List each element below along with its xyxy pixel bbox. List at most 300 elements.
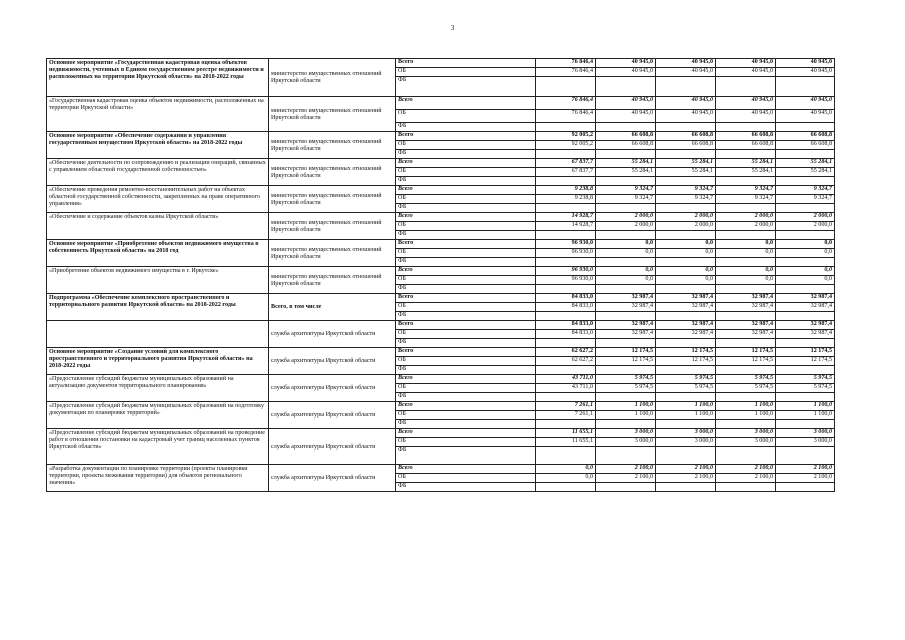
budget-table [46,58,835,492]
funding-source: Всего [396,375,536,384]
table-row [47,321,835,330]
value-cell: 3 000,0 [716,438,776,447]
value-cell [656,123,716,132]
funding-source: ФБ [396,312,536,321]
value-cell: 5 974,5 [716,384,776,393]
funding-source: ФБ [396,150,536,159]
value-cell: 32 987,4 [776,330,835,339]
value-cell: 66 608,8 [776,141,835,150]
funding-source: ОБ [396,357,536,366]
value-cell: 5 974,5 [596,384,656,393]
activity-name [47,321,269,348]
value-cell: 11 655,1 [536,429,596,438]
value-cell: 0,0 [776,276,835,285]
value-cell [596,312,656,321]
value-cell: 84 833,0 [536,330,596,339]
value-cell: 2 100,0 [656,474,716,483]
funding-source: ОБ [396,276,536,285]
value-cell: 3 000,0 [596,438,656,447]
value-cell: 96 930,0 [536,249,596,258]
funding-source: ОБ [396,141,536,150]
funding-source: ОБ [396,438,536,447]
funding-source: Всего [396,97,536,110]
funding-source: ОБ [396,110,536,123]
funding-source: ФБ [396,366,536,375]
value-cell [776,231,835,240]
table-body [47,59,835,492]
value-cell: 2 000,0 [716,222,776,231]
value-cell: 32 987,4 [776,294,835,303]
value-cell: 5 974,5 [776,375,835,384]
value-cell: 32 987,4 [656,294,716,303]
value-cell: 96 930,0 [536,240,596,249]
value-cell [536,285,596,294]
funding-source: Всего [396,402,536,411]
executor: служба архитектуры Иркутской области [269,321,396,348]
value-cell [596,123,656,132]
value-cell [716,366,776,375]
value-cell: 66 608,8 [716,141,776,150]
value-cell [656,366,716,375]
executor: министерство имущественных отношений Иркутской области [269,132,396,159]
value-cell: 66 608,8 [776,132,835,141]
value-cell: 1 100,0 [596,402,656,411]
value-cell: 1 100,0 [716,411,776,420]
value-cell: 32 987,4 [656,303,716,312]
value-cell [776,420,835,429]
value-cell [776,366,835,375]
value-cell: 2 000,0 [776,222,835,231]
value-cell: 0,0 [776,240,835,249]
value-cell: 3 000,0 [656,438,716,447]
value-cell: 0,0 [596,249,656,258]
value-cell: 0,0 [596,267,656,276]
value-cell [536,123,596,132]
value-cell [716,420,776,429]
value-cell: 55 284,1 [716,159,776,168]
value-cell: 32 987,4 [596,330,656,339]
funding-source: ФБ [396,231,536,240]
activity-name: «Обеспечение и содержание объектов казны Иркутской области» [47,213,269,240]
table-row [47,240,835,249]
value-cell [536,393,596,402]
value-cell: 5 974,5 [776,384,835,393]
value-cell: 66 608,8 [656,132,716,141]
executor: министерство имущественных отношений Иркутской области [269,59,396,97]
value-cell: 55 284,1 [656,168,716,177]
value-cell: 2 000,0 [776,213,835,222]
value-cell [716,447,776,465]
value-cell: 40 945,0 [776,68,835,77]
value-cell [776,77,835,97]
value-cell: 12 174,5 [596,348,656,357]
value-cell: 12 174,5 [656,348,716,357]
value-cell: 9 238,8 [536,186,596,195]
funding-source: ОБ [396,411,536,420]
value-cell [716,393,776,402]
value-cell: 14 928,7 [536,222,596,231]
value-cell: 5 974,5 [716,375,776,384]
value-cell: 0,0 [776,249,835,258]
funding-source: ФБ [396,483,536,492]
table-row [47,294,835,303]
table-row [47,348,835,357]
value-cell: 32 987,4 [776,321,835,330]
table-row [47,186,835,195]
value-cell [536,339,596,348]
value-cell [656,177,716,186]
value-cell: 2 100,0 [596,465,656,474]
value-cell: 84 833,0 [536,294,596,303]
value-cell: 40 945,0 [596,68,656,77]
executor: служба архитектуры Иркутской области [269,429,396,465]
value-cell [656,285,716,294]
value-cell [656,231,716,240]
funding-source: Всего [396,267,536,276]
value-cell: 3 000,0 [596,429,656,438]
table-row [47,213,835,222]
value-cell: 1 100,0 [776,402,835,411]
value-cell [596,177,656,186]
activity-name: «Предоставление субсидий бюджетам муниципальных образований на подготовку документации по планировке территорий» [47,402,269,429]
funding-source: ОБ [396,195,536,204]
value-cell [716,231,776,240]
executor: министерство имущественных отношений Иркутской области [269,240,396,267]
value-cell: 43 711,0 [536,375,596,384]
value-cell [656,447,716,465]
value-cell: 40 945,0 [776,97,835,110]
value-cell: 9 324,7 [596,195,656,204]
value-cell: 0,0 [596,240,656,249]
value-cell [776,177,835,186]
value-cell [536,258,596,267]
value-cell: 55 284,1 [716,168,776,177]
value-cell: 3 000,0 [776,438,835,447]
value-cell: 96 930,0 [536,267,596,276]
value-cell [656,258,716,267]
value-cell: 32 987,4 [776,303,835,312]
funding-source: ФБ [396,420,536,429]
activity-name: «Государственная кадастровая оценка объектов недвижимости, расположенных на территории Иркутской области» [47,97,269,132]
value-cell [776,339,835,348]
value-cell: 32 987,4 [596,294,656,303]
value-cell [776,447,835,465]
value-cell: 40 945,0 [656,68,716,77]
value-cell: 92 005,2 [536,141,596,150]
value-cell: 0,0 [656,249,716,258]
value-cell: 9 324,7 [716,195,776,204]
value-cell [656,150,716,159]
value-cell [596,77,656,97]
value-cell [716,77,776,97]
value-cell [716,312,776,321]
value-cell: 11 655,1 [536,438,596,447]
value-cell: 32 987,4 [716,294,776,303]
value-cell [776,150,835,159]
value-cell: 96 930,0 [536,276,596,285]
value-cell: 0,0 [776,267,835,276]
value-cell: 9 324,7 [596,186,656,195]
value-cell [596,339,656,348]
value-cell: 40 945,0 [596,59,656,68]
value-cell: 76 846,4 [536,68,596,77]
value-cell [716,483,776,492]
funding-source: Всего [396,465,536,474]
value-cell [536,447,596,465]
value-cell [596,366,656,375]
value-cell: 1 100,0 [656,411,716,420]
value-cell: 55 284,1 [776,159,835,168]
activity-name: «Обеспечение деятельности по сопровождению и реализации операций, связанных с управлением областной государственной собственностью» [47,159,269,186]
funding-source: Всего [396,159,536,168]
executor: министерство имущественных отношений Иркутской области [269,213,396,240]
value-cell: 40 945,0 [596,110,656,123]
activity-name: Основное мероприятие «Создание условий для комплексного пространственного и территориального развития Иркутской области» на 2018-2022 годы [47,348,269,375]
activity-name: «Предоставление субсидий бюджетам муниципальных образований на актуализацию документов территориального планирования» [47,375,269,402]
funding-source: ОБ [396,384,536,393]
funding-source: ФБ [396,447,536,465]
value-cell: 55 284,1 [596,168,656,177]
value-cell [776,258,835,267]
value-cell: 62 627,2 [536,348,596,357]
value-cell [716,123,776,132]
executor: служба архитектуры Иркутской области [269,402,396,429]
value-cell: 9 324,7 [776,186,835,195]
value-cell: 0,0 [656,276,716,285]
value-cell [656,204,716,213]
value-cell [776,123,835,132]
funding-source: ОБ [396,249,536,258]
value-cell: 3 000,0 [716,429,776,438]
value-cell: 0,0 [536,474,596,483]
table-row [47,132,835,141]
value-cell: 0,0 [596,276,656,285]
value-cell: 32 987,4 [596,321,656,330]
value-cell [596,231,656,240]
value-cell: 40 945,0 [716,97,776,110]
funding-source: Всего [396,294,536,303]
value-cell: 43 711,0 [536,384,596,393]
value-cell: 2 000,0 [716,213,776,222]
value-cell: 66 608,8 [596,132,656,141]
value-cell [716,177,776,186]
value-cell [536,231,596,240]
value-cell: 2 000,0 [596,213,656,222]
value-cell [536,312,596,321]
value-cell [536,177,596,186]
value-cell [716,204,776,213]
value-cell: 12 174,5 [596,357,656,366]
value-cell: 2 000,0 [596,222,656,231]
funding-source: Всего [396,213,536,222]
value-cell [776,312,835,321]
value-cell [716,258,776,267]
value-cell: 76 846,4 [536,97,596,110]
funding-source: ФБ [396,285,536,294]
table-row [47,97,835,110]
value-cell: 2 100,0 [596,474,656,483]
activity-name: «Обеспечение проведения ремонтно-восстановительных работ на объектах областной государственной собственности, закрепленных на праве оперативного управления» [47,186,269,213]
value-cell: 40 945,0 [776,59,835,68]
executor: министерство имущественных отношений Иркутской области [269,267,396,294]
value-cell: 5 974,5 [596,375,656,384]
value-cell: 2 100,0 [776,465,835,474]
value-cell [656,339,716,348]
activity-name: «Приобретение объектов недвижимого имущества в г. Иркутске» [47,267,269,294]
value-cell: 67 837,7 [536,159,596,168]
table-row [47,465,835,474]
value-cell: 7 261,1 [536,402,596,411]
value-cell [776,204,835,213]
value-cell: 55 284,1 [776,168,835,177]
value-cell: 0,0 [656,267,716,276]
value-cell [656,483,716,492]
value-cell: 0,0 [536,465,596,474]
value-cell: 5 974,5 [656,375,716,384]
activity-name: «Разработка документации по планировке территории (проекты планировки территории, проекты межевания территории) для объектов регионального значения» [47,465,269,492]
value-cell [536,366,596,375]
value-cell [596,447,656,465]
funding-source: ОБ [396,68,536,77]
funding-source: ОБ [396,303,536,312]
value-cell [596,483,656,492]
value-cell: 2 000,0 [656,222,716,231]
value-cell: 1 100,0 [716,402,776,411]
value-cell [716,339,776,348]
value-cell: 40 945,0 [716,59,776,68]
value-cell: 2 100,0 [716,465,776,474]
value-cell: 9 324,7 [716,186,776,195]
value-cell: 5 974,5 [656,384,716,393]
funding-source: Всего [396,321,536,330]
activity-name: Основное мероприятие «Государственная кадастровая оценка объектов недвижимости, учтенных в Едином государственном реестре недвижимости и расположенных на территории Иркутской области» на 2018-2022 годы [47,59,269,97]
value-cell: 9 238,8 [536,195,596,204]
funding-source: ФБ [396,258,536,267]
value-cell [536,77,596,97]
value-cell: 32 987,4 [716,321,776,330]
value-cell: 9 324,7 [776,195,835,204]
value-cell [776,483,835,492]
value-cell: 40 945,0 [656,59,716,68]
value-cell [596,204,656,213]
value-cell [596,420,656,429]
table-row [47,267,835,276]
value-cell: 9 324,7 [656,186,716,195]
funding-source: ОБ [396,330,536,339]
funding-source: Всего [396,132,536,141]
value-cell: 1 100,0 [596,411,656,420]
value-cell: 55 284,1 [596,159,656,168]
value-cell: 12 174,5 [656,357,716,366]
funding-source: Всего [396,348,536,357]
value-cell: 3 000,0 [656,429,716,438]
funding-source: ФБ [396,339,536,348]
value-cell: 40 945,0 [596,97,656,110]
value-cell [776,285,835,294]
value-cell: 40 945,0 [656,97,716,110]
value-cell: 2 000,0 [656,213,716,222]
value-cell: 55 284,1 [656,159,716,168]
value-cell: 92 005,2 [536,132,596,141]
page-number: 3 [450,24,455,32]
value-cell: 66 608,8 [716,132,776,141]
value-cell: 32 987,4 [716,330,776,339]
value-cell [656,77,716,97]
value-cell: 14 928,7 [536,213,596,222]
value-cell: 76 846,4 [536,59,596,68]
value-cell [536,150,596,159]
value-cell: 0,0 [656,240,716,249]
value-cell: 32 987,4 [716,303,776,312]
value-cell: 12 174,5 [776,357,835,366]
value-cell: 0,0 [716,276,776,285]
table-row [47,429,835,438]
executor: служба архитектуры Иркутской области [269,348,396,375]
value-cell [596,150,656,159]
value-cell: 0,0 [716,249,776,258]
value-cell: 0,0 [716,240,776,249]
value-cell: 32 987,4 [656,321,716,330]
value-cell: 12 174,5 [776,348,835,357]
value-cell [656,393,716,402]
value-cell [716,285,776,294]
value-cell: 67 837,7 [536,168,596,177]
value-cell [536,420,596,429]
value-cell: 84 833,0 [536,321,596,330]
executor: министерство имущественных отношений Иркутской области [269,97,396,132]
funding-source: ФБ [396,177,536,186]
value-cell [776,393,835,402]
value-cell: 40 945,0 [716,110,776,123]
value-cell [596,393,656,402]
value-cell: 66 608,8 [656,141,716,150]
table-row [47,59,835,68]
value-cell: 1 100,0 [776,411,835,420]
executor: министерство имущественных отношений Иркутской области [269,186,396,213]
value-cell: 62 627,2 [536,357,596,366]
value-cell: 9 324,7 [656,195,716,204]
funding-source: ФБ [396,393,536,402]
funding-source: ФБ [396,77,536,97]
value-cell [656,312,716,321]
executor: служба архитектуры Иркутской области [269,375,396,402]
value-cell: 0,0 [716,267,776,276]
activity-name: Основное мероприятие «Обеспечение содержания и управления государственным имуществом Иркутской области» на 2018-2022 годы [47,132,269,159]
value-cell [716,150,776,159]
funding-source: ФБ [396,204,536,213]
executor: министерство имущественных отношений Иркутской области [269,159,396,186]
funding-source: ОБ [396,168,536,177]
funding-source: Всего [396,429,536,438]
value-cell [536,483,596,492]
value-cell: 1 100,0 [656,402,716,411]
value-cell [596,285,656,294]
value-cell: 2 100,0 [776,474,835,483]
value-cell: 76 846,4 [536,110,596,123]
funding-source: ОБ [396,222,536,231]
value-cell: 12 174,5 [716,357,776,366]
funding-source: Всего [396,240,536,249]
value-cell: 12 174,5 [716,348,776,357]
activity-name: Подпрограмма «Обеспечение комплексного пространственного и территориального развития Иркутской области» на 2018-2022 годы [47,294,269,321]
value-cell: 40 945,0 [776,110,835,123]
value-cell: 66 608,8 [596,141,656,150]
value-cell: 84 833,0 [536,303,596,312]
value-cell: 40 945,0 [656,110,716,123]
activity-name: «Предоставление субсидий бюджетам муниципальных образований на проведение работ в отношении постановки на кадастровый учет границ населенных пунктов Иркутской области» [47,429,269,465]
executor: Всего, в том числе [269,294,396,321]
value-cell: 2 100,0 [716,474,776,483]
